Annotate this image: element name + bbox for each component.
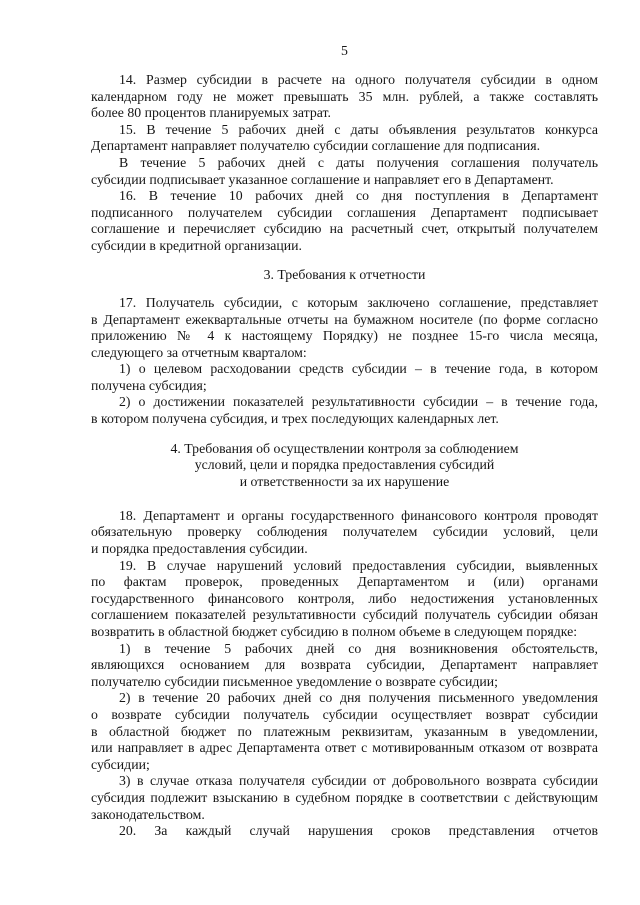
text-line: соглашением показателей результативности субсидий получатель субсидии обязан [91, 607, 598, 623]
text-line: календарном году не может превышать 35 млн. рублей, а также составлять [91, 88, 598, 104]
heading-line: и ответственности за их нарушение [239, 474, 450, 490]
text-line: 16. В течение 10 рабочих дней со дня поступления в Департамент [119, 188, 598, 204]
text-line: следующего за отчетным кварталом: [91, 344, 307, 360]
text-line: возвратить в областной бюджет субсидию в полном объеме в следующем порядке: [91, 623, 578, 639]
text-line: 3) в случае отказа получателя субсидии от добровольного возврата субсидии [119, 773, 598, 789]
text-line: в областной бюджет по платежным реквизитам, указанным в уведомлении, [91, 723, 598, 739]
paragraph-20 [91, 823, 598, 840]
text-line: являющихся основанием для возврата субсидии, Департамент направляет [91, 657, 598, 673]
text-line: получена субсидия; [91, 377, 207, 393]
text-line: 2) о достижении показателей результативности субсидии – в течение года, [119, 394, 598, 410]
text-line: 1) в течение 5 рабочих дней со дня возникновения обстоятельств, [119, 640, 598, 656]
paragraph-17-item-2 [91, 394, 598, 427]
text-line: субсидия подлежит взысканию в судебном порядке в соответствии с действующим [91, 789, 598, 805]
paragraph-15-part2 [91, 155, 598, 188]
text-line: о возврате субсидии получатель субсидии осуществляет возврат субсидии [91, 706, 598, 722]
text-line: приложению № 4 к настоящему Порядку) не позднее 15-го числа месяца, [91, 328, 598, 344]
heading-line: 4. Требования об осуществлении контроля за соблюдением [170, 440, 519, 456]
paragraph-19-item-2 [91, 690, 598, 773]
paragraph-19-item-3 [91, 773, 598, 823]
text-line: получателю субсидии письменное уведомление о возврате субсидии; [91, 673, 498, 689]
text-line: В течение 5 рабочих дней с даты получения соглашения получатель [119, 154, 598, 170]
text-line: 15. В течение 5 рабочих дней с даты объявления результатов конкурса [119, 121, 598, 137]
text-line: субсидии; [91, 756, 150, 772]
text-line: подписанного получателем субсидии соглашения Департамент подписывает [91, 204, 598, 220]
text-line: по фактам проверок, проведенных Департаментом и (или) органами [91, 574, 598, 590]
text-line: более 80 процентов планируемых затрат. [91, 105, 331, 121]
paragraph-14 [91, 72, 598, 122]
paragraph-17 [91, 295, 598, 361]
paragraph-18 [91, 508, 598, 558]
text-line: в Департамент ежеквартальные отчеты на бумажном носителе (по форме согласно [91, 311, 598, 327]
text-line: государственного финансового контроля, либо недостижения установленных [91, 590, 598, 606]
paragraph-15 [91, 122, 598, 155]
text-line: субсидии подписывает указанное соглашение и направляет его в Департамент. [91, 171, 554, 187]
text-line: в котором получена субсидия, и трех последующих календарных лет. [91, 411, 499, 427]
paragraph-19 [91, 558, 598, 641]
document-body [91, 72, 598, 840]
heading-line: условий, цели и порядка предоставления субсидий [194, 457, 495, 473]
text-line: соглашение и перечисляет субсидию на расчетный счет, открытый получателем [91, 221, 598, 237]
text-line: 14. Размер субсидии в расчете на одного получателя субсидии в одном [119, 72, 598, 87]
text-line: Департамент направляет получателю субсидии соглашение для подписания. [91, 138, 541, 154]
text-line: или направляет в адрес Департамента ответ с мотивированным отказом от возврата [91, 740, 598, 756]
paragraph-16 [91, 188, 598, 254]
page-number: 5 [341, 43, 348, 58]
section-4-heading [91, 441, 598, 491]
paragraph-17-item-1 [91, 361, 598, 394]
text-line: субсидии в кредитной организации. [91, 237, 302, 253]
section-3-heading: 3. Требования к отчетности [263, 266, 426, 282]
text-line: 17. Получатель субсидии, с которым заключено соглашение, представляет [119, 294, 598, 310]
text-line: 20. За каждый случай нарушения сроков представления отчетов [119, 823, 598, 839]
text-line: и порядка предоставления субсидии. [91, 541, 308, 556]
text-line: законодательством. [91, 806, 205, 822]
text-line: 1) о целевом расходовании средств субсидии – в течение года, в котором [119, 361, 598, 377]
text-line: обязательную проверку соблюдения получателем субсидии условий, цели [91, 524, 598, 540]
text-line: 19. В случае нарушений условий предоставления субсидии, выявленных [119, 557, 598, 573]
text-line: 18. Департамент и органы государственного финансового контроля проводят [119, 507, 598, 523]
text-line: 2) в течение 20 рабочих дней со дня получения письменного уведомления [119, 690, 598, 706]
paragraph-19-item-1 [91, 641, 598, 691]
